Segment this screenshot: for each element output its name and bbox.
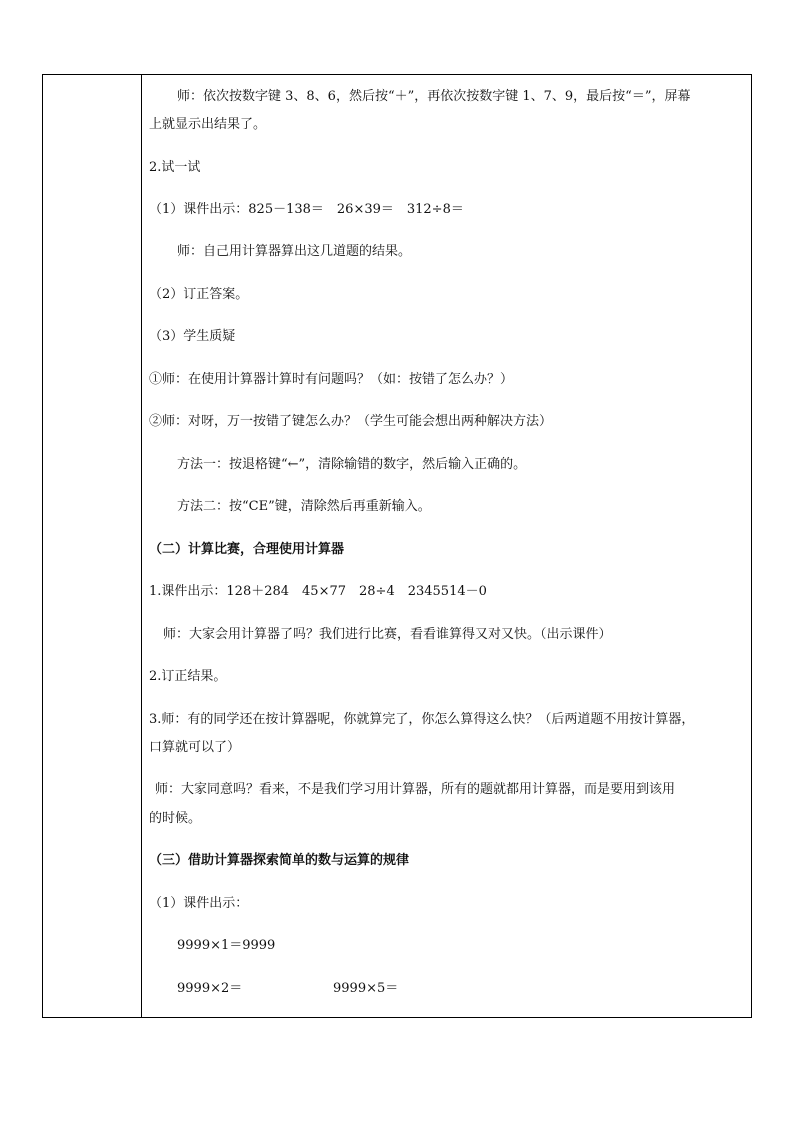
- equation: 9999×1＝9999: [177, 938, 276, 953]
- text-line: （2）订正答案。: [149, 287, 249, 302]
- lesson-table: [42, 74, 752, 1018]
- text-line: 师：自己用计算器算出这几道题的结果。: [177, 244, 412, 259]
- text-line: （1）课件出示：: [149, 896, 249, 911]
- text-line: 师：依次按数字键 3、8、6，然后按“＋”，再依次按数字键 1、7、9，最后按“＝”，屏幕: [177, 89, 691, 104]
- text-line: 口算就可以了）: [149, 740, 241, 755]
- text-line: 上就显示出结果了。: [149, 117, 267, 132]
- text-line: 2.试一试: [149, 160, 201, 175]
- text-line: 的时候。: [149, 811, 202, 826]
- column-divider: [141, 75, 142, 1017]
- text-line: 1.课件出示：128＋284 45×77 28÷4 2345514－0: [149, 584, 487, 599]
- text-line: 师：大家会用计算器了吗？我们进行比赛，看看谁算得又对又快。（出示课件）: [163, 627, 612, 642]
- text-line: 2.订正结果。: [149, 669, 227, 684]
- text-line: ②师：对呀，万一按错了键怎么办？（学生可能会想出两种解决方法）: [149, 414, 553, 429]
- text-line: ①师：在使用计算器计算时有问题吗？（如：按错了怎么办？）: [149, 372, 514, 387]
- section-heading: （三）借助计算器探索简单的数与运算的规律: [149, 853, 410, 868]
- text-line: 师：大家同意吗？看来，不是我们学习用计算器，所有的题就都用计算器，而是要用到该用: [155, 782, 676, 797]
- text-line: 3.师：有的同学还在按计算器呢，你就算完了，你怎么算得这么快？（后两道题不用按计算器，: [149, 712, 695, 727]
- equation: 9999×5＝: [333, 981, 399, 996]
- text-line: 方法一：按退格键“←”，清除输错的数字，然后输入正确的。: [177, 457, 527, 472]
- text-line: （3）学生质疑: [149, 329, 236, 344]
- equation: 9999×2＝: [177, 981, 243, 996]
- text-line: 方法二：按“CE”键，清除然后再重新输入。: [177, 499, 431, 514]
- content-cell: [143, 75, 751, 1017]
- text-line: （1）课件出示：825－138＝ 26×39＝ 312÷8＝: [149, 202, 464, 217]
- section-heading: （二）计算比赛，合理使用计算器: [149, 542, 345, 557]
